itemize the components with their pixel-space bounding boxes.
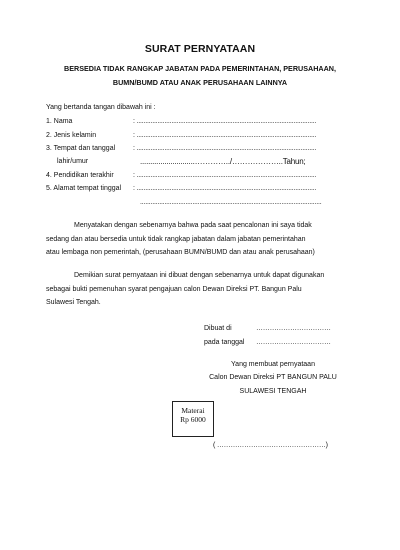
field-address-label: 5. Alamat tempat tinggal <box>46 185 122 192</box>
closing-line-1: Demikian surat pernyataan ini dibuat dengan sebenarnya untuk dapat digunakan <box>74 272 325 279</box>
signatory-line-3: SULAWESI TENGAH <box>239 388 307 395</box>
intro-text: Yang bertanda tangan dibawah ini : <box>46 104 156 111</box>
closing-line-3: Sulawesi Tengah. <box>46 299 101 306</box>
made-at-label: Dibuat di <box>204 325 232 332</box>
date-label: pada tanggal <box>204 339 245 346</box>
revenue-stamp-box <box>172 401 214 437</box>
field-age-label: lahir/umur <box>57 158 89 165</box>
field-address-continuation: ........................................................................................................ <box>140 199 322 206</box>
field-age-value: ...........................…………../………………..Tahun; <box>140 157 306 166</box>
closing-line-2: sebagai bukti pemenuhan syarat pengajuan calon Dewan Direksi PT. Bangun Palu <box>46 285 302 293</box>
signatory-line-2: Calon Dewan Direksi PT BANGUN PALU <box>209 374 337 381</box>
field-education-value: : ....................................................................................................... <box>133 172 317 179</box>
field-gender-label: 2. Jenis kelamin <box>46 132 97 139</box>
field-address-value: : ....................................................................................................... <box>133 185 317 192</box>
document-subtitle-line-2: BUMN/BUMD ATAU ANAK PERUSAHAAN LAINNYA <box>112 78 288 87</box>
signatory-line-1: Yang membuat pernyataan <box>231 361 315 368</box>
document-subtitle-line-1: BERSEDIA TIDAK RANGKAP JABATAN PADA PEMERINTAHAN, PERUSAHAAN, <box>64 64 336 73</box>
stamp-amount: Rp 6000 <box>180 415 206 424</box>
made-at-value: …………………………… <box>256 325 331 332</box>
stamp-label: Materai <box>181 406 205 415</box>
field-birth-label: 3. Tempat dan tanggal <box>46 145 116 152</box>
statement-line-2: sedang dan atau bersedia untuk tidak rangkap jabatan dalam jabatan pemerintahan <box>46 235 306 243</box>
closing-paragraph <box>46 269 352 310</box>
statement-paragraph <box>46 219 352 260</box>
statement-line-1: Menyatakan dengan sebenarnya bahwa pada saat pencalonan ini saya tidak <box>74 222 312 229</box>
field-name-value: : ....................................................................................................... <box>133 118 317 125</box>
date-value: …………………………… <box>256 339 331 346</box>
field-name-label: 1. Nama <box>46 118 73 125</box>
field-education-label: 4. Pendidikan terakhir <box>46 172 114 179</box>
statement-line-3: atau lembaga non pemerintah, (perusahaan BUMN/BUMD dan atau anak perusahaan) <box>46 249 315 256</box>
field-birth-value: : ....................................................................................................... <box>133 145 317 152</box>
signature-name-line: ( …………………………………………) <box>213 442 328 449</box>
field-gender-value: : ....................................................................................................... <box>133 132 317 139</box>
document-title: SURAT PERNYATAAN <box>144 43 256 55</box>
